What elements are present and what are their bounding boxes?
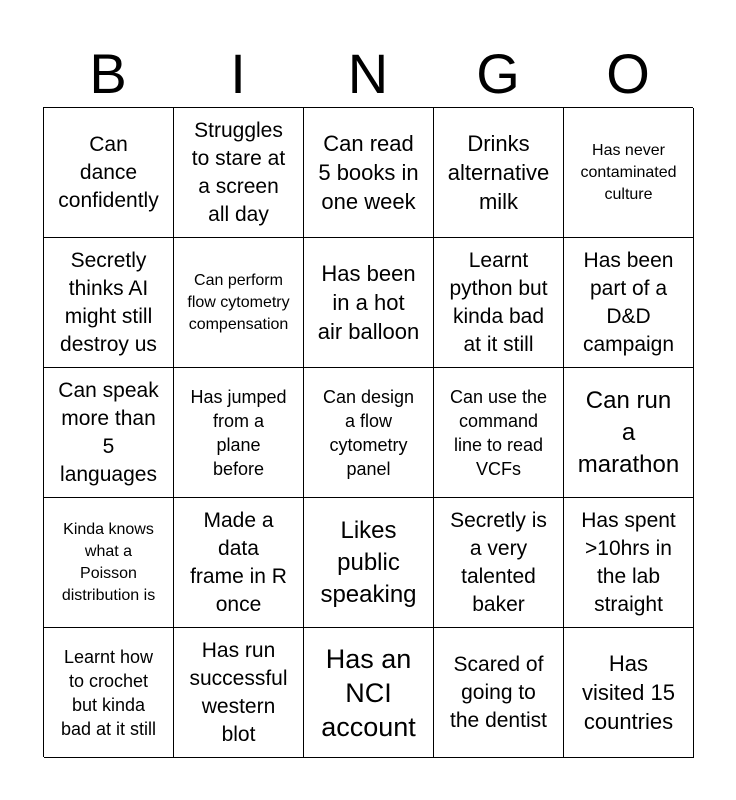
bingo-cell[interactable] <box>304 628 434 758</box>
bingo-cell[interactable] <box>174 108 304 238</box>
cell-text: Made a data frame in R once <box>190 508 287 616</box>
cell-text: Can design a flow cytometry panel <box>322 386 415 479</box>
cell-text: Secretly thinks AI might still destroy us <box>60 248 157 356</box>
header-letter-o: O <box>606 42 650 105</box>
header-letter-n: N <box>347 42 389 105</box>
bingo-cell[interactable] <box>564 368 694 498</box>
cell-text: Has been part of a D&D campaign <box>582 248 675 356</box>
header-letter-b: B <box>89 42 127 105</box>
cell-text: Learnt how to crochet but kinda bad at it still <box>60 646 157 739</box>
bingo-cell[interactable] <box>434 108 564 238</box>
bingo-cell[interactable] <box>44 628 174 758</box>
bingo-header <box>43 40 693 108</box>
cell-text: Can use the command line to read VCFs <box>449 386 548 479</box>
bingo-cell[interactable] <box>564 628 694 758</box>
header-letter-g: G <box>476 42 520 105</box>
cell-text: Has spent >10hrs in the lab straight <box>581 508 676 616</box>
bingo-cell[interactable] <box>174 368 304 498</box>
bingo-cell[interactable] <box>174 498 304 628</box>
bingo-cell[interactable] <box>434 368 564 498</box>
bingo-cell[interactable] <box>174 238 304 368</box>
header-letter-i: I <box>230 42 246 105</box>
bingo-cell[interactable] <box>44 368 174 498</box>
bingo-cell[interactable] <box>434 628 564 758</box>
bingo-cell[interactable] <box>304 498 434 628</box>
bingo-cell[interactable] <box>44 108 174 238</box>
bingo-cell[interactable] <box>434 238 564 368</box>
bingo-cell[interactable] <box>564 108 694 238</box>
bingo-cell[interactable] <box>304 368 434 498</box>
bingo-cell[interactable] <box>44 238 174 368</box>
cell-text: Can read 5 books in one week <box>318 131 419 214</box>
cell-text: Kinda knows what a Poisson distribution is <box>61 520 156 604</box>
cell-text: Scared of going to the dentist <box>450 652 547 732</box>
bingo-cell[interactable] <box>564 498 694 628</box>
cell-text: Secretly is a very talented baker <box>450 508 547 616</box>
bingo-cell[interactable] <box>564 238 694 368</box>
bingo-grid <box>43 107 693 757</box>
bingo-cell[interactable] <box>434 498 564 628</box>
cell-text: Can dance confidently <box>58 132 159 212</box>
bingo-cell[interactable] <box>304 108 434 238</box>
cell-text: Can run a marathon <box>577 386 680 478</box>
bingo-cell[interactable] <box>174 628 304 758</box>
cell-text: Has an NCI account <box>321 643 416 742</box>
cell-text: Has jumped from a plane before <box>190 386 287 479</box>
cell-text: Can speak more than 5 languages <box>58 378 159 486</box>
cell-text: Has never contaminated culture <box>580 141 677 203</box>
cell-text: Has run successful western blot <box>189 638 288 746</box>
bingo-cell[interactable] <box>304 238 434 368</box>
cell-text: Drinks alternative milk <box>447 131 550 214</box>
bingo-cell[interactable] <box>44 498 174 628</box>
cell-text: Struggles to stare at a screen all day <box>191 118 286 226</box>
cell-text: Learnt python but kinda bad at it still <box>449 248 548 356</box>
cell-text: Likes public speaking <box>320 516 417 608</box>
cell-text: Can perform flow cytometry compensation <box>187 271 290 333</box>
cell-text: Has been in a hot air balloon <box>317 261 420 344</box>
cell-text: Has visited 15 countries <box>582 651 675 734</box>
